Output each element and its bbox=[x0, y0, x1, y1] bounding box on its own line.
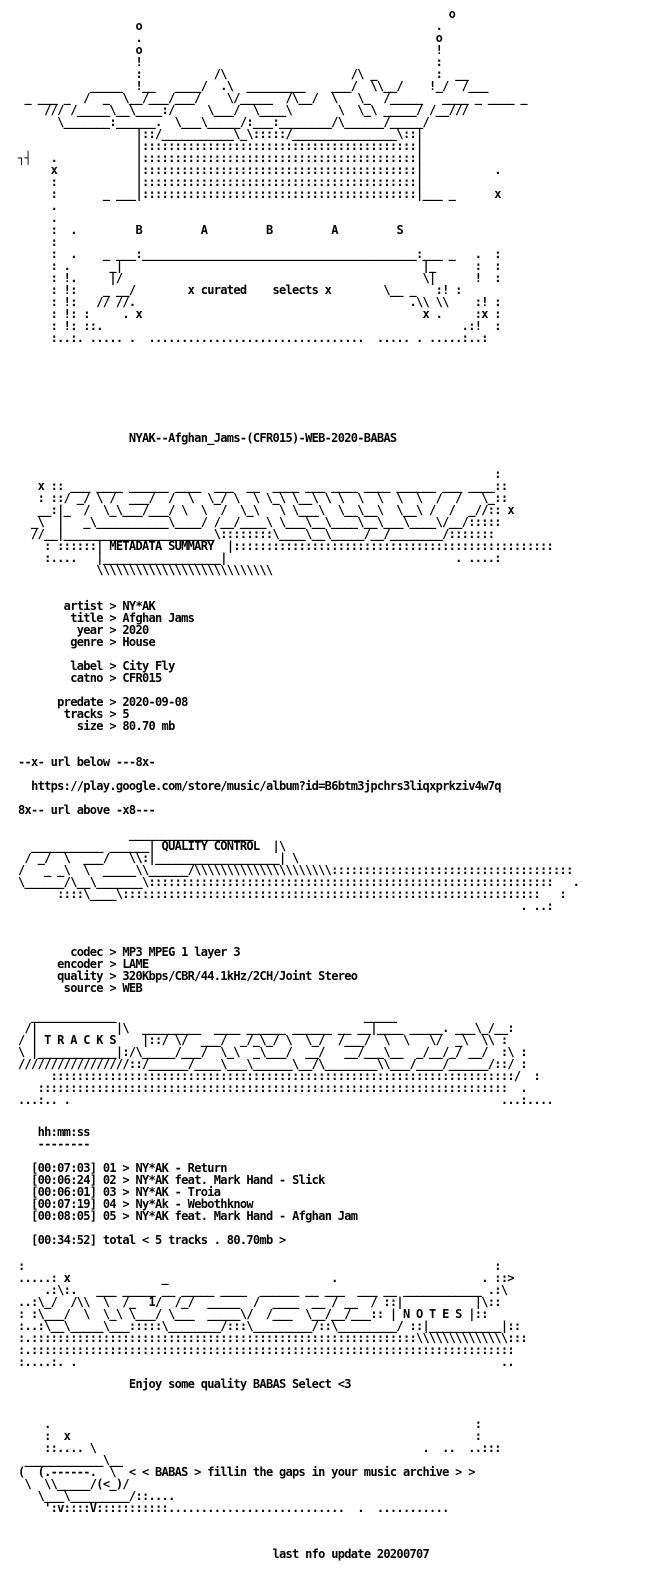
notes-banner-art: : : .....: x _ . . ::> .:\:. ___ _____ __ _____ ____ ______ __ ___ ___ __ ____________ .:\ ..:\_/ /\\ \ /_ 1/ /_/ _____ / ____ __ / __ / ::| |\:: : :\___/ \ \_\ \___/ \___ _____\/ /___ \__/__/___:: | N O T E S |:: :..:\__\_____\___:::::\________/:::\_________/::\_________/ ::|___________|:: :.:::::::::::::::::::::::::::::::::::::::::::::::::::::::::::\\\\\\\\\\\\\\::: :.:::::::::::::::::::::::::::::::::::::::::::::::::::::::::::::::::::::::::: :....:. . .. bbox=[18, 1259, 527, 1369]
tracks-total: [00:34:52] total < 5 tracks . 80.70mb > bbox=[31, 1233, 286, 1247]
album-url-link[interactable]: https://play.google.com/store/music/album?id=B6btm3jpchrs3liqxprkziv4w7q bbox=[31, 779, 501, 793]
tracklist bbox=[18, 1126, 357, 1246]
babas-header-art: o o . . o o ! ! : : /\ /\ _ : __ _____ !__ ____/ .\ _________ ___/ \\__/ !_/ /___ _ ___ _ / _ \__/___/___/ \/_____ /\__/ \ \_ /_____ ____ _ ____ _ /// /_____\__\____:/ \___/ \____\ \ \_\ _____/ /__/// \_______:______. \___\_____/:___:________/\______/_____/ |::/___________\_\:::::/________________\::| |::::::::::::::::::::::::::::::::::::::::::| ┐┤ . |::::::::::::::::::::::::::::::::::::::::::| x |::::::::::::::::::::::::::::::::::::::::::| . : |::::::::::::::::::::::::::::::::::::::::::| : _ ___|::::::::::::::::::::::::::::::::::::::::::|___ _ x . . : . B A B A S : : . _ ___:__________________________________________:___ _ . : : . _| |_ : : : !. |/ \| ! : : !: _ __/ x curated selects x \__ _ :! : : !: // //. .\\ \\ :! : : !: : . x x . :x : : !: ::. .:! : :..:. ..... . ................................. ..... . .....:..: bbox=[18, 7, 527, 345]
quality-banner-art: ___________________ ___________ ______| QUALITY CONTROL |\ / _/ \ ___/ \\:|___________________| \ / _ _\ \ _____\\______/\\\\\\\\\\\\\\\\\\\\\::::::::::::::::::::::::::::::::::::: \______/\__\_______\:::::::::::::::::::::::::::::::::::::::::::::::::::::::::::::: . ::::\____\:::::::::::::::::::::::::::::::::::::::::::::::::::::::::::::::: : . ..: bbox=[18, 827, 580, 913]
url-below-marker: --x- url below ---8x- bbox=[18, 755, 156, 769]
track-row: [00:08:05] 05 > NY*AK feat. Mark Hand - Afghan Jam bbox=[31, 1209, 358, 1223]
time-header: hh:mm:ss bbox=[37, 1125, 90, 1139]
track-row: [00:07:03] 01 > NY*AK - Return bbox=[31, 1161, 227, 1175]
last-update: last nfo update 20200707 bbox=[272, 1547, 430, 1561]
time-rule: -------- bbox=[37, 1137, 90, 1151]
track-row: [00:07:19] 04 > Ny*Ak - Webothknow bbox=[31, 1197, 253, 1211]
metadata-summary: artist > NY*AK title > Afghan Jams year > 2020 genre > House label > City Fly catno > CFR015 predate > 2020-09-08 tracks > 5 size > 80.70 mb bbox=[18, 599, 195, 733]
release-name: NYAK--Afghan_Jams-(CFR015)-WEB-2020-BABAS bbox=[128, 431, 397, 445]
track-row: [00:06:01] 03 > NY*AK - Troia bbox=[31, 1185, 221, 1199]
track-row: [00:06:24] 02 > NY*AK feat. Mark Hand - Slick bbox=[31, 1173, 325, 1187]
url-above-marker: 8x-- url above -x8--- bbox=[18, 803, 156, 817]
footer-slogan: < < BABAS > fillin the gaps in your music archive > > bbox=[128, 1465, 475, 1479]
notes-text: Enjoy some quality BABAS Select <3 bbox=[128, 1377, 351, 1391]
metadata-banner-art: : x :: ___ ____ ______ ____ ___ __ ____ ___ ____ ____ ______ ___ ____:: : ::/ _/ \ / ___/ / \ \_/ \ \ \_\ \__\ \ \ \ \ \ \ / / \_:: __:|_ / \_\___/___/ \ \ / \_\ \ \___\ \__\__\ \__\ / / _//:: x _\ | _\___________\____/ /__/____\ \___\__\____\__\___\____\/__/::::: //__|_______________________\::::::::\____\__\_____/__/________/::::::: : ::::::| METADATA SUMMARY |::::::::::::::::::::::::::::::::::::::::::::::::: :.... |__________________| . ....: \\\\\\\\\\\\\\\\\\\\\\\\\\\ bbox=[31, 467, 554, 577]
footer-boat-art: . : : x : ::.... \ . .. ..::: ____________\__ ( (.------. \ < < BABAS > fillin the gaps in your music archive > > \ \\_____/(<_)/ \___\_________/::.... ':v::::V:::::::::::........................... . ........... bbox=[18, 1417, 501, 1515]
tracks-banner-art: _____________ _____ /| |\ _________ ____ ______ ______ __ __|____ _____. ___\_/__: / | T R A C K S |::/ \/ ___/ _/_\_/ \ \_/ /___/ \ \ \/ _\ \\ : \ |____________|:/\_____/___/ \_\ _\___/ __/ __/___\__ _/__/_/ __/ :\ : /////////////////::/______/____\___\______\__/\________\\___/____/______/::/ : :::::::::::::::::::::::::::::::::::::::::::::::::::::::::::::::::::::::/ : :::::::::::::::::::::::::::::::::::::::::::::::::::::::::::::::::::::::: . ...:.. . ...:.... bbox=[18, 1009, 554, 1107]
quality-control-summary: codec > MP3 MPEG 1 layer 3 encoder > LAME quality > 320Kbps/CBR/44.1kHz/2CH/Joint Stereo source > WEB bbox=[18, 945, 358, 995]
